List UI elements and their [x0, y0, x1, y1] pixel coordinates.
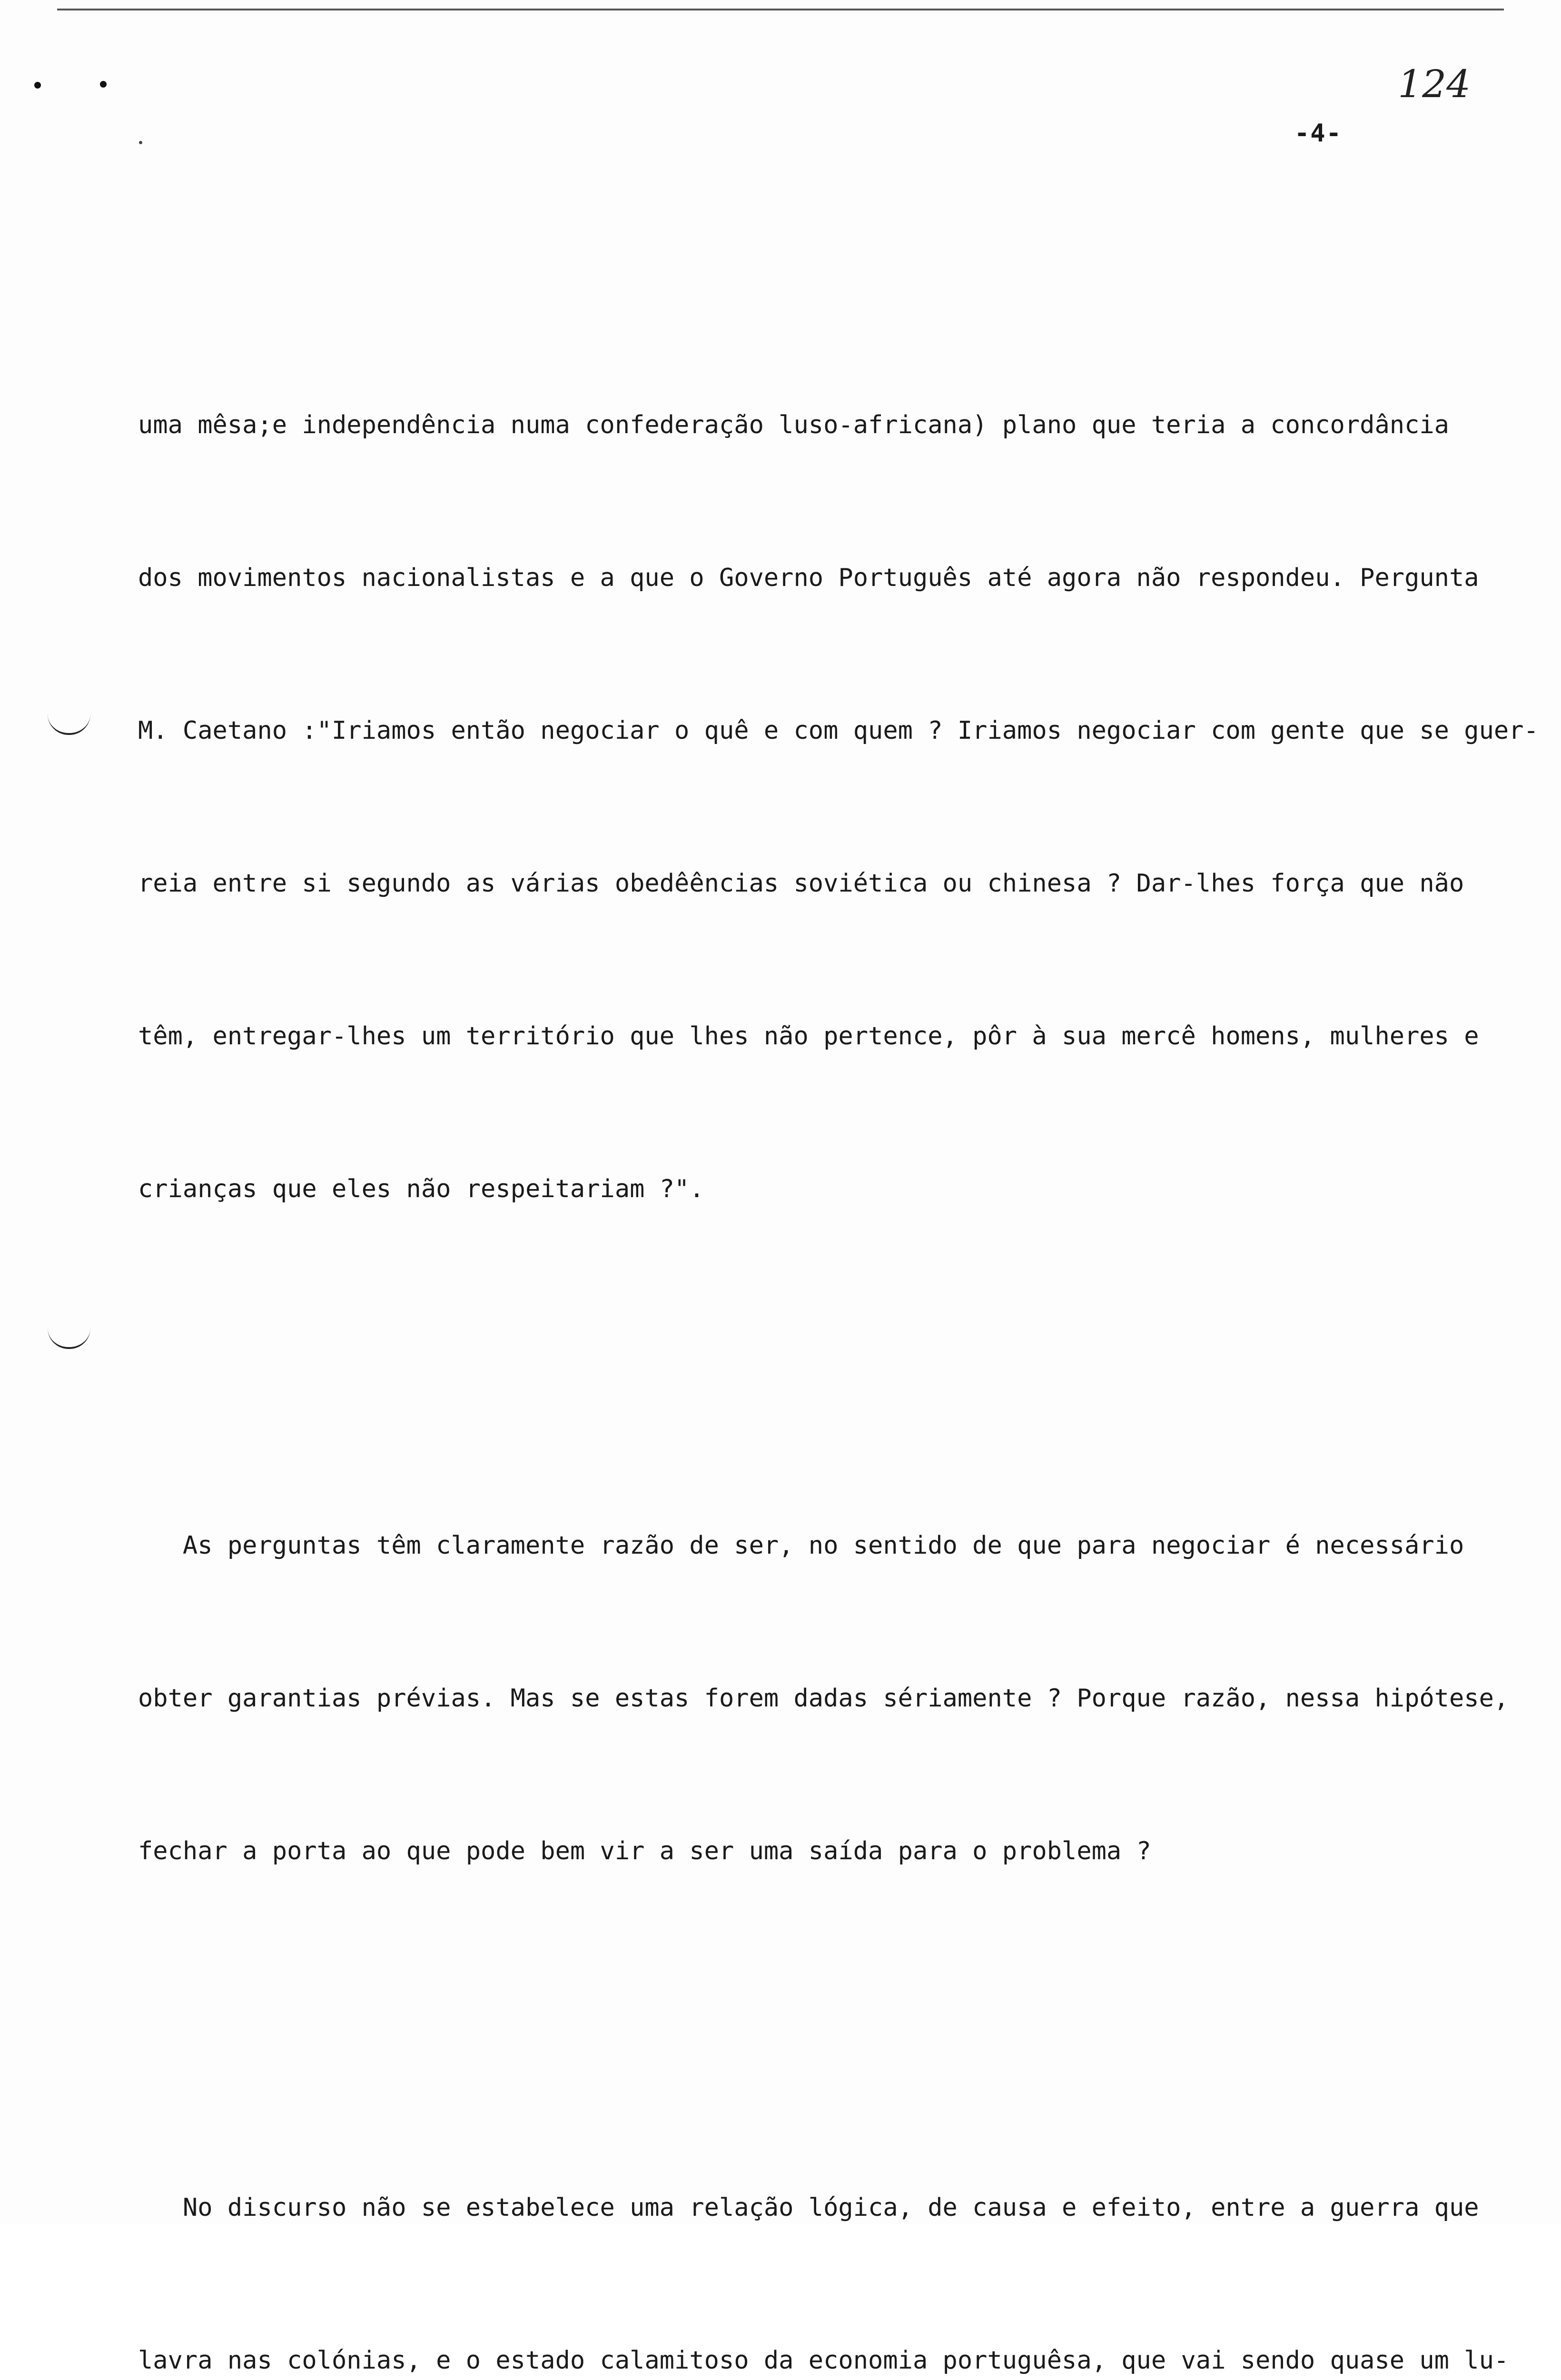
top-rule: [57, 9, 1504, 10]
paragraph: [138, 1418, 1528, 1979]
text-line: dos movimentos nacionalistas e a que o Governo Português até agora não respondeu. Pergunta: [138, 564, 1479, 592]
text-line: No discurso não se estabelece uma relação lógica, de causa e efeito, entre a guerra que: [138, 2193, 1479, 2222]
text-line: As perguntas têm claramente razão de ser, no sentido de que para negociar é necessário: [138, 1531, 1464, 1560]
text-line: crianças que eles não respeitariam ?".: [138, 1175, 704, 1203]
text-line: reia entre si segundo as várias obedêências soviética ou chinesa ? Dar-lhes força que não: [138, 869, 1464, 898]
text-line: uma mêsa;e independência numa confederação luso-africana) plano que teria a concordância: [138, 411, 1449, 439]
paragraph: [138, 2081, 1528, 2380]
page-number: -4-: [1294, 119, 1342, 148]
punch-hole-dot: [100, 81, 107, 88]
body-text: [138, 196, 1539, 2380]
margin-mark: [48, 714, 90, 735]
punch-hole-dot: [34, 82, 41, 89]
margin-mark: [48, 1328, 90, 1349]
text-line: lavra nas colónias, e o estado calamitoso da economia portuguêsa, que vai sendo quase um lu-: [138, 2346, 1509, 2375]
text-line: M. Caetano :"Iriamos então negociar o quê e com quem ? Iriamos negociar com gente que se guer-: [138, 716, 1539, 745]
speck-mark: [139, 141, 142, 144]
text-line: fechar a porta ao que pode bem vir a ser uma saída para o problema ?: [138, 1837, 1151, 1865]
text-line: obter garantias prévias. Mas se estas forem dadas sériamente ? Porque razão, nessa hipótese,: [138, 1684, 1509, 1713]
handwritten-folio-number: 124: [1398, 62, 1471, 106]
text-line: têm, entregar-lhes um território que lhes não pertence, pôr à sua mercê homens, mulheres e: [138, 1022, 1479, 1051]
paragraph: [138, 298, 1539, 1317]
